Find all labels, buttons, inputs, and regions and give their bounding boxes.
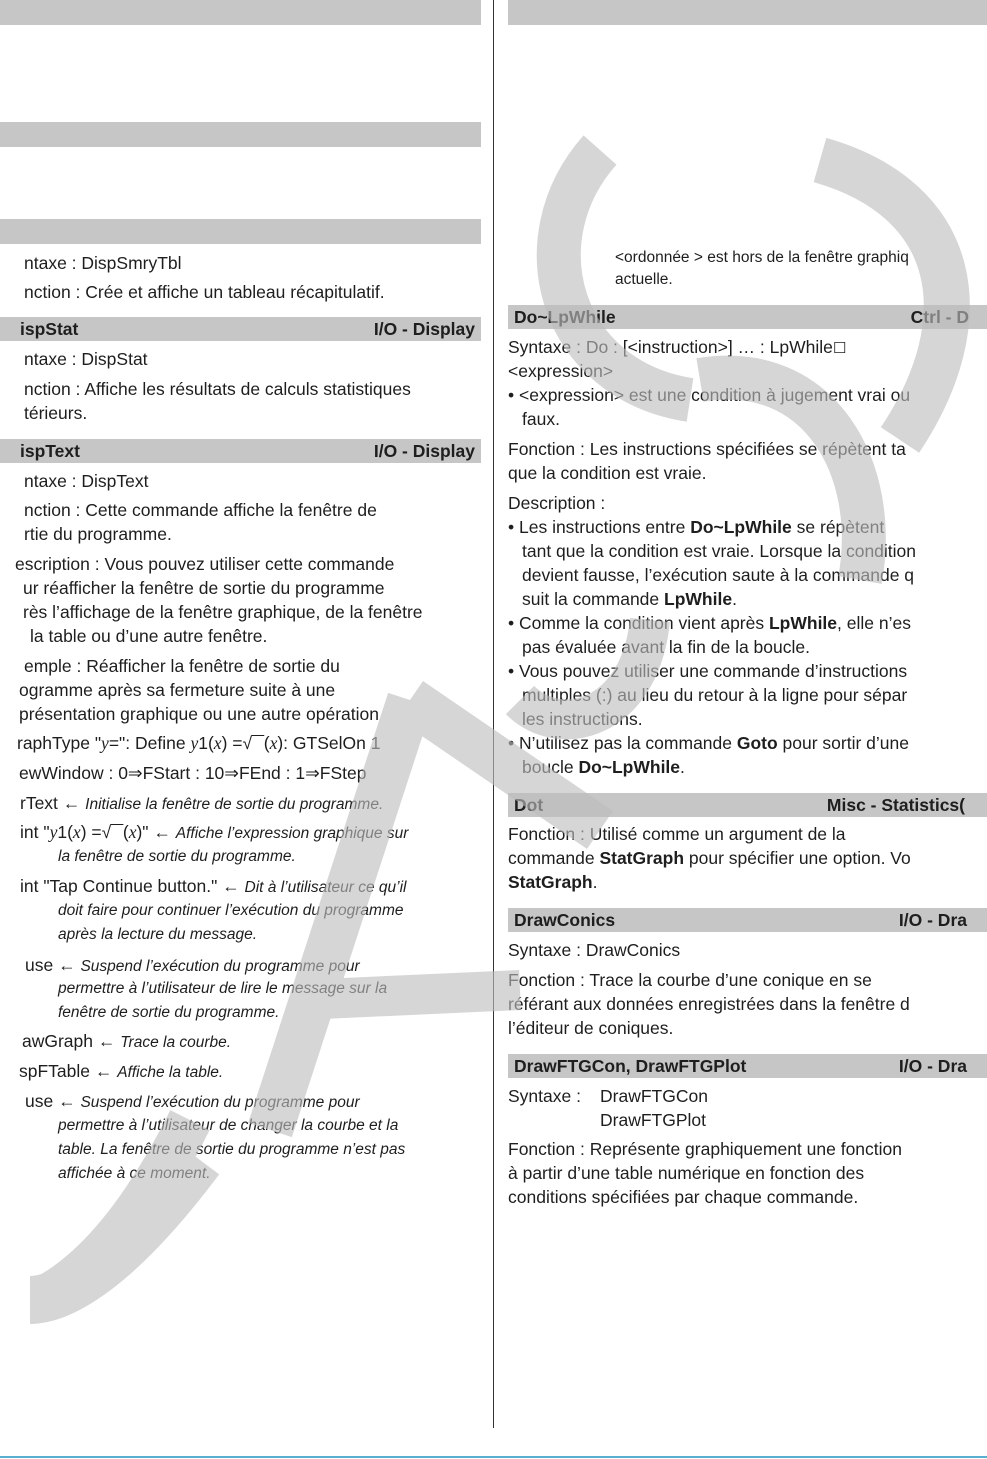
drawconics-syntax: Syntaxe : DrawConics — [508, 940, 681, 960]
disptext-function-cont: rtie du programme. — [24, 524, 172, 544]
code-line-print: int "y1(x) =√‾‾(x)" ← Affiche l’expression graphique sur — [20, 822, 409, 842]
dolpwhile-syntax: Syntaxe : Do : [<instruction>] … : LpWhile☐ — [508, 337, 847, 357]
dolpwhile-bullet-cont: tant que la condition est vraie. Lorsque la condition — [522, 541, 917, 561]
drawftg-header — [508, 1054, 987, 1078]
code-line-graphtype: raphType "y=": Define y1(x) =√‾‾(x): GTSelOn 1 — [17, 733, 381, 753]
code-comment: table. La fenêtre de sortie du programme n’est pas — [58, 1141, 406, 1158]
column-divider — [493, 0, 494, 1428]
code-comment: Initialise la fenêtre de sortie du programme. — [85, 796, 384, 813]
square-icon: ☐ — [832, 340, 847, 357]
drawconics-header — [508, 908, 987, 932]
dolpwhile-bullet-cont: multiples (:) au lieu du retour à la ligne pour sépar — [522, 685, 908, 705]
dolpwhile-header — [508, 305, 987, 329]
code-comment: permettre à l’utilisateur de lire le message sur la — [58, 980, 388, 997]
right-column — [508, 0, 987, 1430]
code-line-print: int "Tap Continue button." ← Dit à l’utilisateur ce qu’il — [20, 876, 407, 896]
dolpwhile-function: Fonction : Les instructions spécifiées se répètent ta — [508, 439, 906, 459]
dolpwhile-syntax-cont: <expression> — [508, 361, 614, 381]
code-comment: affichée à ce moment. — [58, 1165, 211, 1182]
command-name: ispStat — [20, 319, 79, 339]
command-category: I/O - Dra — [898, 910, 967, 930]
command-name: ispText — [20, 441, 80, 461]
disptext-description-cont: rès l’affichage de la fenêtre graphique, de la fenêtre — [23, 602, 423, 622]
dispsmrytbl-function: nction : Crée et affiche un tableau récapitulatif. — [24, 282, 385, 302]
dolpwhile-bullet-cont: suit la commande LpWhile. — [522, 589, 737, 609]
code-line-drawgraph: awGraph ← Trace la courbe. — [22, 1031, 232, 1051]
drawconics-function-cont: l’éditeur de coniques. — [508, 1018, 674, 1038]
code-comment: Affiche la table. — [117, 1064, 224, 1081]
dot-function-cont: commande StatGraph pour spécifier une option. Vo — [508, 848, 911, 868]
dispstat-function-cont: térieurs. — [24, 403, 88, 423]
code-comment: Suspend l’exécution du programme pour — [80, 958, 360, 975]
drawftg-function: Fonction : Représente graphiquement une fonction — [508, 1139, 903, 1159]
dolpwhile-bullet-cont: devient fausse, l’exécution saute à la commande q — [522, 565, 915, 585]
drawftg-syntax: DrawFTGCon — [600, 1086, 708, 1106]
drawftg-syntax-label: Syntaxe : — [508, 1086, 581, 1106]
drawconics-function-cont: référant aux données enregistrées dans la fenêtre d — [508, 994, 910, 1014]
dolpwhile-bullet: • Les instructions entre Do~LpWhile se répètent — [508, 517, 885, 537]
dolpwhile-bullet: • <expression> est une condition à jugement vrai ou — [508, 385, 911, 405]
section-bar — [0, 219, 481, 244]
dot-header — [508, 793, 987, 817]
disptext-example-cont: présentation graphique ou une autre opération — [19, 704, 379, 724]
drawconics-function: Fonction : Trace la courbe d’une conique en se — [508, 970, 872, 990]
dispstat-syntax: ntaxe : DispStat — [24, 349, 148, 369]
code-comment: doit faire pour continuer l’exécution du programme — [58, 902, 404, 919]
dolpwhile-description: Description : — [508, 493, 606, 513]
section-bar — [508, 0, 987, 25]
dot-function-cont: StatGraph. — [508, 872, 598, 892]
code-comment: la fenêtre de sortie du programme. — [58, 848, 296, 865]
command-name: DrawFTGCon, DrawFTGPlot — [514, 1056, 747, 1076]
disptext-description-cont: la table ou d’une autre fenêtre. — [30, 626, 268, 646]
code-comment: permettre à l’utilisateur de changer la courbe et la — [58, 1117, 399, 1134]
command-name: DrawConics — [514, 910, 616, 930]
code-line-clrtext: rText ← Initialise la fenêtre de sortie du programme. — [20, 793, 384, 813]
dispsmrytbl-syntax: ntaxe : DispSmryTbl — [24, 253, 182, 273]
code-comment: Dit à l’utilisateur ce qu’il — [244, 879, 407, 896]
disptext-syntax: ntaxe : DispText — [24, 471, 149, 491]
disptext-header — [0, 439, 481, 463]
command-name: Do~LpWhile — [514, 307, 616, 327]
left-column — [0, 0, 481, 1430]
section-bar — [0, 122, 481, 147]
dolpwhile-bullet-cont: pas évaluée avant la fin de la boucle. — [522, 637, 810, 657]
bottom-rule — [0, 1456, 987, 1458]
command-category: Misc - Statistics( — [826, 795, 965, 815]
range-note-cont: actuelle. — [615, 271, 673, 288]
disptext-example: emple : Réafficher la fenêtre de sortie du — [24, 656, 340, 676]
command-category: Ctrl - D — [910, 307, 969, 327]
disptext-example-cont: ogramme après sa fermeture suite à une — [19, 680, 336, 700]
code-comment: Affiche l’expression graphique sur — [175, 825, 409, 842]
range-note: <ordonnée > est hors de la fenêtre graphiq — [615, 249, 909, 266]
drawftg-function-cont: conditions spécifiées par chaque commande. — [508, 1187, 859, 1207]
dolpwhile-bullet: • Vous pouvez utiliser une commande d’instructions — [508, 661, 908, 681]
drawftg-function-cont: à partir d’une table numérique en fonction des — [508, 1163, 865, 1183]
code-comment: après la lecture du message. — [58, 926, 258, 943]
code-comment: fenêtre de sortie du programme. — [58, 1004, 280, 1021]
drawftg-syntax: DrawFTGPlot — [600, 1110, 706, 1130]
dolpwhile-bullet-cont: faux. — [522, 409, 560, 429]
dolpwhile-bullet-cont: les instructions. — [522, 709, 643, 729]
command-name: Dot — [514, 795, 544, 815]
code-line-pause: use ← Suspend l’exécution du programme pour — [25, 955, 360, 975]
code-line-pause: use ← Suspend l’exécution du programme pour — [25, 1091, 360, 1111]
code-comment: Trace la courbe. — [120, 1034, 232, 1051]
command-category: I/O - Display — [373, 441, 475, 461]
dispstat-function: nction : Affiche les résultats de calculs statistiques — [24, 379, 411, 399]
sqrt-symbol: √‾‾ — [101, 822, 123, 842]
code-line-dispftable: spFTable ← Affiche la table. — [19, 1061, 224, 1081]
disptext-function: nction : Cette commande affiche la fenêtre de — [24, 500, 377, 520]
dolpwhile-bullet: • N’utilisez pas la commande Goto pour sortir d’une — [508, 733, 910, 753]
disptext-description: escription : Vous pouvez utiliser cette commande — [15, 554, 395, 574]
dolpwhile-bullet: • Comme la condition vient après LpWhile, elle n’es — [508, 613, 911, 633]
sqrt-symbol: √‾‾ — [242, 733, 264, 753]
command-category: I/O - Dra — [898, 1056, 967, 1076]
code-line-viewwindow: ewWindow : 0⇒FStart : 10⇒FEnd : 1⇒FStep — [19, 763, 367, 783]
section-bar — [0, 0, 481, 25]
dolpwhile-bullet-cont: boucle Do~LpWhile. — [522, 757, 685, 777]
code-comment: Suspend l’exécution du programme pour — [80, 1094, 360, 1111]
disptext-description-cont: ur réafficher la fenêtre de sortie du programme — [23, 578, 385, 598]
command-category: I/O - Display — [373, 319, 475, 339]
dispstat-header — [0, 317, 481, 341]
dolpwhile-function-cont: que la condition est vraie. — [508, 463, 707, 483]
dot-function: Fonction : Utilisé comme un argument de la — [508, 824, 846, 844]
